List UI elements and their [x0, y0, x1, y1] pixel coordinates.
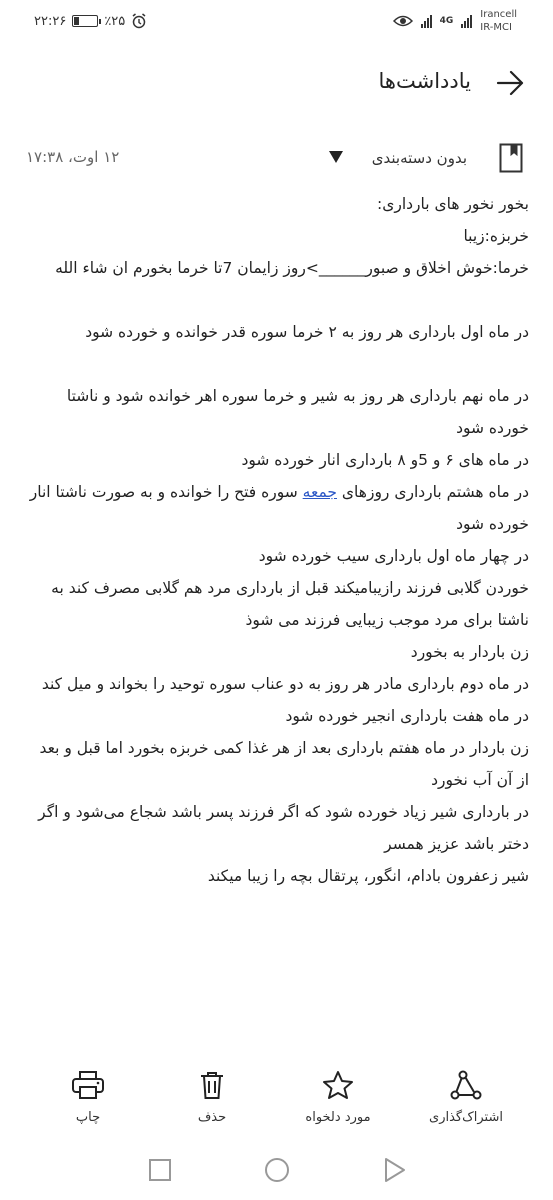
battery-percent: ٪۲۵: [104, 13, 126, 29]
page-title: یادداشت‌ها: [378, 69, 471, 93]
battery-icon: [72, 15, 98, 27]
note-line: زن باردار به بخورد: [410, 643, 529, 661]
category-selector[interactable]: بدون دسته‌بندی: [371, 149, 467, 167]
note-line: در ماه اول بارداری هر روز به ۲ خرما سوره قدر خوانده و خورده شود: [85, 323, 529, 341]
note-line: بخور نخور های بارداری:: [376, 195, 529, 213]
note-line: خرما:خوش اخلاق و صبور______>روز زایمان 7تا خرما بخورم ان شاء الله: [55, 259, 529, 277]
back-arrow-icon[interactable]: [495, 68, 525, 98]
recent-apps-icon[interactable]: [146, 1156, 174, 1184]
share-button[interactable]: [406, 1064, 526, 1125]
note-line: خوردن گلابی فرزند رازیبامیکند قبل از بارداری مرد هم گلابی مصرف کند به ناشتا برای مرد موجب زیبایی فرزند می شوذ: [51, 579, 529, 629]
favorite-button[interactable]: [278, 1064, 398, 1125]
note-line: [24, 476, 529, 540]
carrier-1: Irancell: [480, 9, 517, 20]
trash-icon: [197, 1070, 227, 1100]
status-left: [34, 13, 147, 29]
notebook-icon[interactable]: [499, 143, 523, 173]
share-icon: [450, 1070, 482, 1100]
print-button[interactable]: [28, 1064, 148, 1125]
printer-icon: [71, 1070, 105, 1100]
note-line-text: سوره فتح را خوانده و به صورت ناشتا انار خورده شود: [29, 483, 529, 533]
home-icon[interactable]: [263, 1156, 291, 1184]
note-line-text: در ماه هشتم بارداری روزهای: [337, 483, 529, 501]
network-type: 4G: [439, 16, 454, 26]
note-line: در ماه نهم بارداری هر روز به شیر و خرما سوره اهر خوانده شود و ناشتا خورده شود: [66, 387, 529, 437]
carrier-names: [480, 8, 517, 34]
bottom-toolbar: [0, 1064, 553, 1138]
note-line: شیر زعفرون بادام، انگور، پرتقال بچه را زیبا میکند: [207, 867, 529, 885]
delete-button[interactable]: [152, 1064, 272, 1125]
note-line: در ماه های ۶ و 5و ۸ بارداری انار خورده شود: [241, 451, 529, 469]
signal-icon-1: [421, 14, 432, 28]
status-time: ۲۲:۲۶: [34, 13, 67, 29]
back-nav-icon[interactable]: [380, 1156, 408, 1184]
carrier-2: IR-MCI: [480, 22, 512, 33]
blank-line: [24, 348, 529, 380]
print-label: چاپ: [75, 1110, 101, 1125]
share-label: اشتراک‌گذاری: [429, 1110, 503, 1125]
note-line: در چهار ماه اول بارداری سیب خورده شود: [258, 547, 529, 565]
note-line: در بارداری شیر زیاد خورده شود که اگر فرزند پسر باشد شجاع می‌شود و اگر دختر باشد عزیز همسر: [38, 803, 529, 853]
signal-icon-2: [461, 14, 472, 28]
status-right: [393, 8, 517, 34]
note-line: در ماه هفت بارداری انجیر خورده شود: [285, 707, 529, 725]
note-meta: [0, 140, 553, 176]
note-line: زن باردار در ماه هفتم بارداری بعد از هر غذا کمی خربزه بخورد اما قبل و بعد از آن آب نخورد: [39, 739, 529, 789]
system-nav-bar: [0, 1150, 553, 1190]
blank-line: [24, 284, 529, 316]
note-line: در ماه دوم بارداری مادر هر روز به دو عناب سوره توحید را بخواند و میل کند: [41, 675, 529, 693]
note-date: ۱۲ اوت، ۱۷:۳۸: [26, 148, 120, 166]
note-line: خربزه:زیبا: [463, 227, 529, 245]
app-header: [0, 60, 553, 108]
status-bar: [0, 0, 553, 44]
date-link[interactable]: جمعه: [302, 483, 337, 501]
dropdown-arrow-icon[interactable]: [329, 151, 343, 163]
alarm-icon: [131, 13, 147, 29]
star-icon: [322, 1070, 354, 1100]
eye-comfort-icon: [393, 14, 413, 28]
favorite-label: مورد دلخواه: [305, 1110, 371, 1125]
delete-label: حذف: [197, 1110, 227, 1125]
note-body[interactable]: [24, 188, 529, 892]
